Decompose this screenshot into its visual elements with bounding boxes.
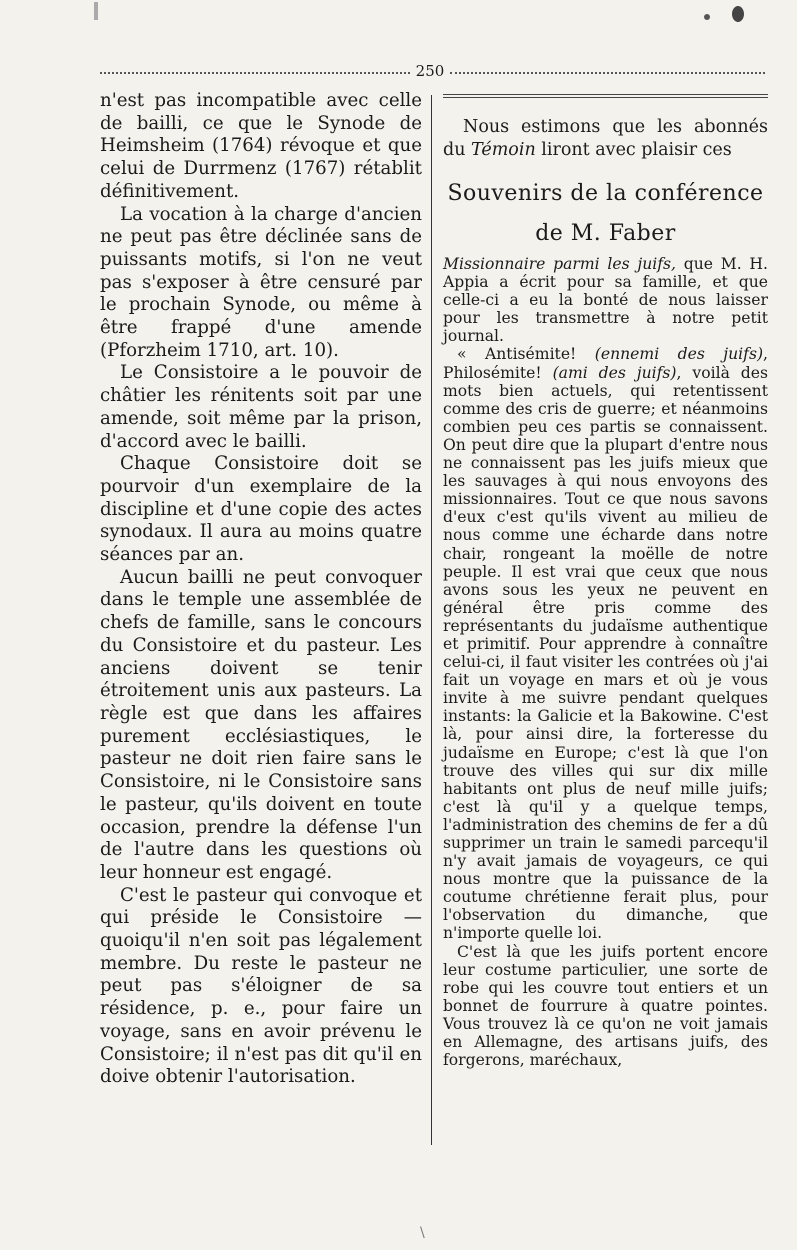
double-rule <box>443 94 768 106</box>
article-p2-text-a: « Antisémite! <box>457 345 595 364</box>
footer-mark: \ <box>420 1225 425 1241</box>
intro-text-b: liront avec plaisir ces <box>535 139 732 160</box>
article-p2-text-b: , Philosémite! <box>443 345 768 382</box>
article-paragraph-1 <box>443 255 768 345</box>
left-paragraph-1: n'est pas incompatible avec celle de bailli, ce que le Synode de Heimsheim (1764) révoque et que celui de Durrmenz (1767) rétablit définitivement. <box>100 90 422 202</box>
column-divider <box>431 95 432 1145</box>
intro-text-a: Nous estimons que les abonnés du <box>443 117 768 160</box>
right-column <box>443 90 768 1069</box>
intro-paragraph <box>443 116 768 161</box>
article-p2-text-c: , voilà des mots bien actuels, qui retentissent comme des cris de guerre; et néanmoins combien peu ces partis se connaissent. On peut dire que la plupart d'entre nous ne connaissent pas les juifs mieux que les sauvages à qui nous envoyons des missionnaires. Tout ce que nous savons d'eux c'est qu'ils vivent au milieu de nous comme une écharde dans notre chair, rongeant la moëlle de notre peuple. Il est vrai que ceux que nous avons sous les yeux ne peuvent en général être pris comme des représentants du judaïsme authentique et primitif. Pour apprendre à connaître celui-ci, il faut visiter les contrées où j'ai fait un voyage en mars et où je vous invite à me suivre pendant quelques instants: la Galicie et la Bakowine. C'est là, pour ainsi dire, la forteresse du judaïsme en Europe; c'est là que l'on trouve des villes qui sur dix mille habitants ont plus de neuf mille juifs; c'est là qu'il y a quelque temps, l'administration des chemins de fer a dû supprimer un train le samedi parcequ'il n'y avait jamais de voyageurs, ce qui nous montre que la puissance de la coutume chrétienne ferait plus, pour l'observation du dimanche, que n'importe quelle loi. <box>443 363 769 943</box>
header-rule-right <box>450 72 765 74</box>
article-paragraph-2 <box>443 345 768 942</box>
intro-journal-name: Témoin <box>471 139 536 160</box>
left-paragraph-6: C'est le pasteur qui convoque et qui préside le Consistoire — quoiqu'il n'en soit pas légalement membre. Du reste le pasteur ne peut pas s'éloigner de sa résidence, p. e., pour faire un voyage, sans en avoir prévenu le Consistoire; il n'est pas dit qu'il en doive obtenir l'autorisation. <box>100 884 422 1088</box>
ink-smudge <box>732 6 744 22</box>
left-paragraph-3: Le Consistoire a le pouvoir de châtier les rénitents soit par une amende, soit même par la prison, d'accord avec le bailli. <box>100 362 422 452</box>
article-p2-italic-1: (ennemi des juifs) <box>594 345 764 364</box>
page-number: 250 <box>415 62 445 80</box>
article-paragraph-3: C'est là que les juifs portent encore leur costume particulier, une sorte de robe qui les couvre tout entiers et un bonnet de fourrure à quatre pointes. Vous trouvez là ce qu'on ne voit jamais en Allemagne, des artisans juifs, des forgerons, maréchaux, <box>443 942 768 1070</box>
left-paragraph-4: Chaque Consistoire doit se pourvoir d'un exemplaire de la discipline et d'une copie des actes synodaux. Il aura au moins quatre séances par an. <box>100 453 422 566</box>
margin-mark <box>94 2 98 20</box>
ink-dot <box>704 14 710 20</box>
page-header <box>100 62 765 82</box>
left-column <box>100 90 422 1089</box>
article-p2-italic-2: (ami des juifs) <box>552 363 677 382</box>
article-title-line-1: Souvenirs de la conférence <box>447 181 764 206</box>
article-p1-text: que M. H. Appia a écrit pour sa famille, et que celle-ci a eu la bonté de nous laisser pour les transmettre à notre petit journal. <box>443 255 768 346</box>
article-body <box>443 255 768 1069</box>
left-paragraph-2: La vocation à la charge d'ancien ne peut pas être déclinée sans de puissants motifs, si l'on ne veut pas s'exposer à être censuré par le prochain Synode, ou même à être frappé d'une amende (Pforzheim 1710, art. 10). <box>100 203 422 361</box>
article-p1-italic: Missionnaire parmi les juifs, <box>443 255 676 273</box>
article-title-line-2: de M. Faber <box>535 221 676 246</box>
left-paragraph-5: Aucun bailli ne peut convoquer dans le temple une assemblée de chefs de famille, sans le concours du Consistoire et du pasteur. Les anciens doivent se tenir étroitement unis aux pasteurs. La règle est que dans les affaires purement ecclésiastiques, le pasteur ne doit rien faire sans le Consistoire, ni le Consistoire sans le pasteur, qu'ils doivent en toute occasion, prendre la défense l'un de l'autre dans les questions où leur honneur est engagé. <box>100 566 422 883</box>
header-rule-left <box>100 72 410 74</box>
